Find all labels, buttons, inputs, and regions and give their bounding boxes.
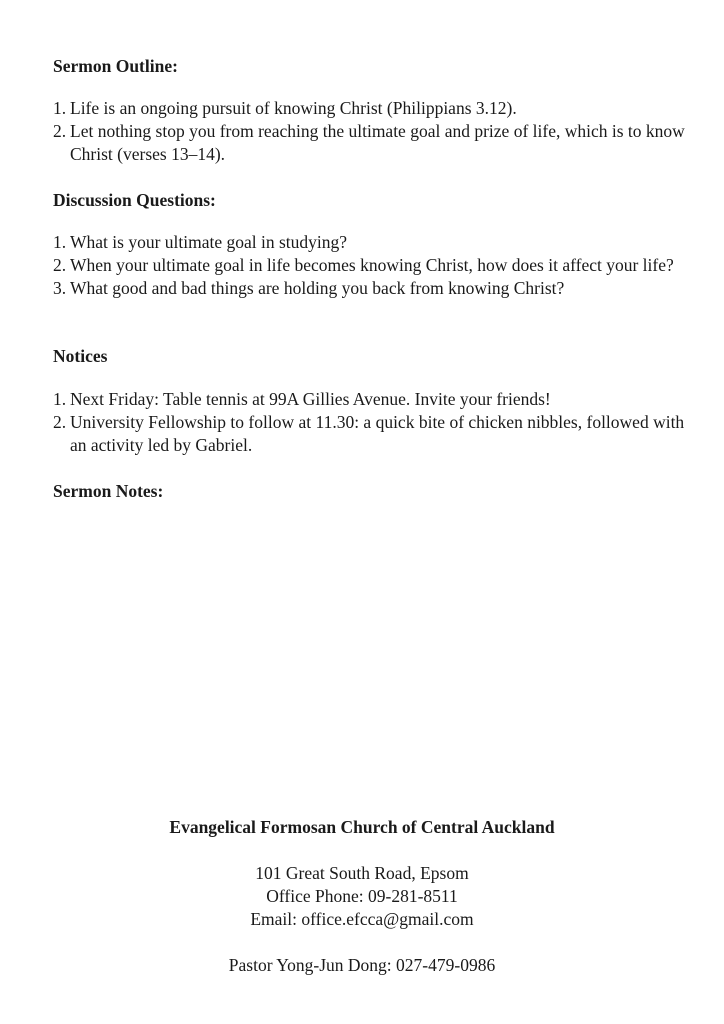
list-item (53, 97, 693, 120)
notices-list (53, 388, 693, 457)
office-email: Email: office.efcca@gmail.com (250, 909, 474, 929)
pastor-contact: Pastor Yong-Jun Dong: 027-479-0986 (228, 955, 496, 975)
item-number: 1. (53, 98, 67, 118)
item-number: 2. (53, 255, 67, 275)
item-number: 1. (53, 232, 67, 252)
sermon-outline-list (53, 97, 693, 166)
discussion-questions-list (53, 231, 693, 300)
item-text: University Fellowship to follow at 11.30: a quick bite of chicken nibbles, followed with an activity led by Gabriel. (70, 412, 685, 455)
item-number: 1. (53, 389, 67, 409)
sermon-outline-heading: Sermon Outline: (53, 56, 178, 76)
notices-heading: Notices (53, 346, 108, 366)
item-text: Life is an ongoing pursuit of knowing Christ (Philippians 3.12). (70, 98, 517, 118)
list-item (53, 254, 693, 277)
item-text: When your ultimate goal in life becomes knowing Christ, how does it affect your life? (70, 255, 674, 275)
discussion-questions-heading: Discussion Questions: (53, 190, 216, 210)
item-number: 3. (53, 278, 67, 298)
church-footer (0, 816, 724, 977)
item-text: What is your ultimate goal in studying? (70, 232, 348, 252)
office-phone: Office Phone: 09-281-8511 (266, 886, 458, 906)
list-item (53, 277, 693, 300)
item-number: 2. (53, 412, 67, 432)
item-text: What good and bad things are holding you back from knowing Christ? (70, 278, 565, 298)
list-item (53, 411, 693, 457)
item-number: 2. (53, 121, 67, 141)
church-name: Evangelical Formosan Church of Central Auckland (169, 817, 555, 837)
list-item (53, 388, 693, 411)
list-item (53, 231, 693, 254)
list-item (53, 120, 693, 166)
church-address: 101 Great South Road, Epsom (255, 863, 469, 883)
sermon-notes-heading: Sermon Notes: (53, 481, 164, 501)
item-text: Let nothing stop you from reaching the ultimate goal and prize of life, which is to know Christ (verses 13–14). (70, 121, 685, 164)
item-text: Next Friday: Table tennis at 99A Gillies Avenue. Invite your friends! (70, 389, 551, 409)
